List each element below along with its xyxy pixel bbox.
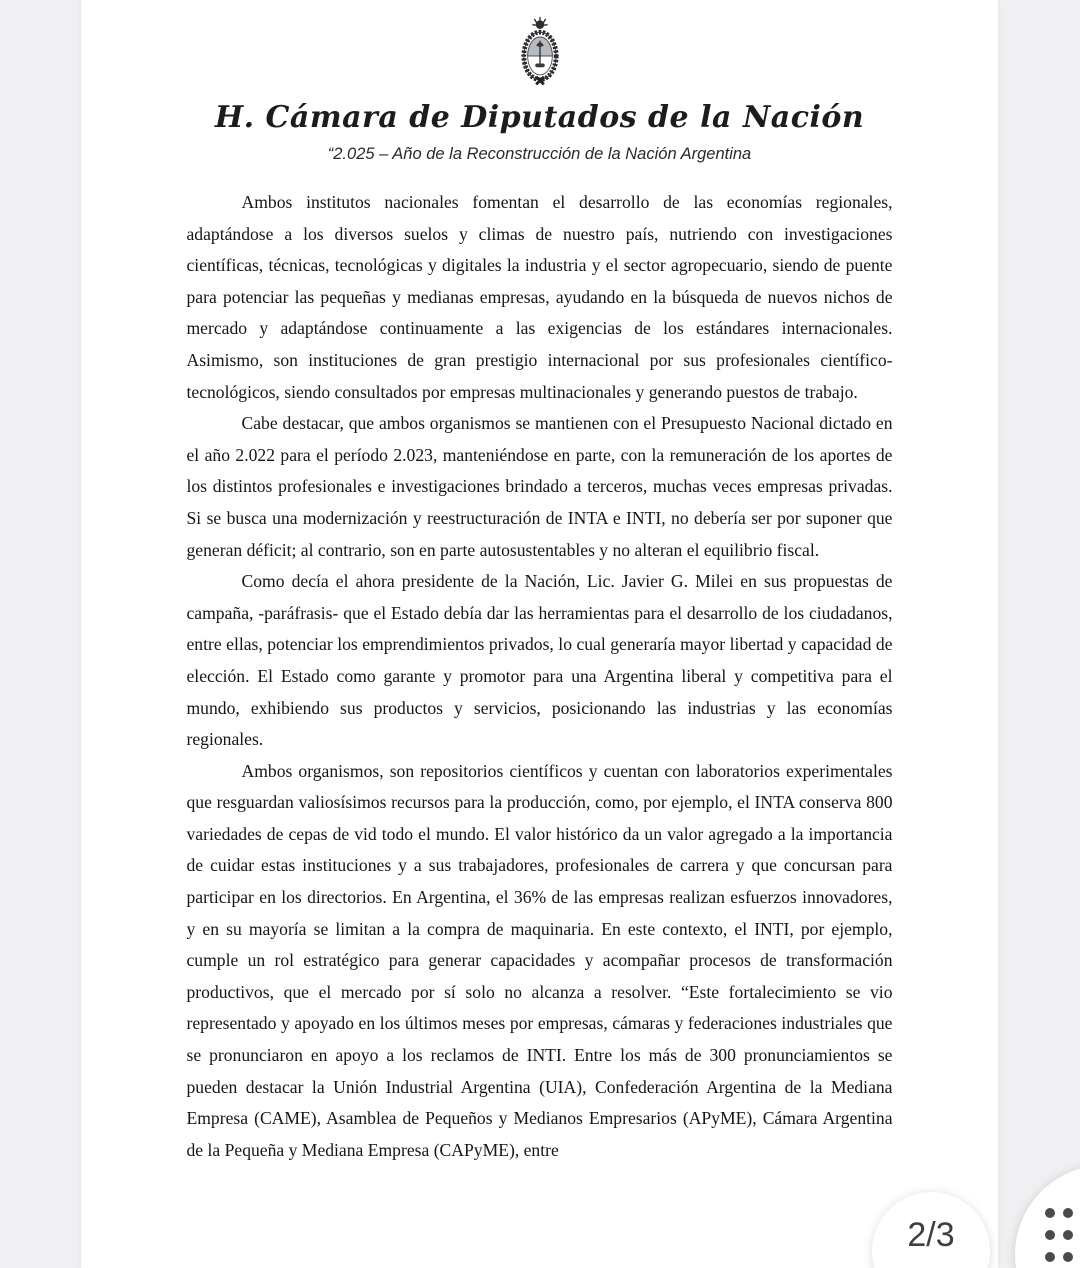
page-indicator-text: 2/3: [907, 1216, 955, 1254]
paragraph: Ambos institutos nacionales fomentan el desarrollo de las economías regionales, adaptándose a los diversos suelos y climas de nuestro país, nutriendo con investigaciones científicas, técnicas, tecnológicas y digitales la industria y el sector agropecuario, siendo de puente para potenciar las pequeñas y medianas empresas, ayudando en la búsqueda de nuevos nichos de mercado y adaptándose continuamente a las exigencias de los estándares internacionales. Asimismo, son instituciones de gran prestigio internacional por sus profesionales científico- tecnológicos, siendo consultados por empresas multinacionales y generando puestos de trabajo.: [186, 192, 893, 402]
grid-dots-icon: [1045, 1208, 1073, 1262]
paragraph: Cabe destacar, que ambos organismos se mantienen con el Presupuesto Nacional dictado en el año 2.022 para el período 2.023, manteniéndose en parte, con la remuneración de los aportes de los distintos profesionales e investigaciones brindado a terceros, muchas veces empresas privadas. Si se busca una modernización y reestructuración de INTA e INTI, no debería ser por suponer que generan déficit; al contrario, son en parte autosustentables y no alteran el equilibrio fiscal.: [186, 413, 893, 560]
grid-menu-button[interactable]: [1015, 1165, 1080, 1268]
document-header: [81, 16, 998, 164]
chamber-title: H. Cámara de Diputados de la Nación: [214, 100, 865, 135]
paragraph: Ambos organismos, son repositorios científicos y cuentan con laboratorios experimentales que resguardan valiosísimos recursos para la producción, como, por ejemplo, el INTA conserva 800 variedades de cepas de vid todo el mundo. El valor histórico da un valor agregado a la importancia de cuidar estas instituciones y a sus trabajadores, profesionales de carrera y que concursan para participar en los directorios. En Argentina, el 36% de las empresas realizan esfuerzos innovadores, y en su mayoría se limitan a la compra de maquinaria. En este contexto, el INTI, por ejemplo, cumple un rol estratégico para generar capacidades y acompañar procesos de transformación productivos, que el mercado por sí solo no alcanza a resolver. “Este fortalecimiento se vio representado y apoyado en los últimos meses por empresas, cámaras y federaciones industriales que se pronunciaron en apoyo a los reclamos de INTI. Entre los más de 300 pronunciamientos se pueden destacar la Unión Industrial Argentina (UIA), Confederación Argentina de la Mediana Empresa (CAME), Asamblea de Pequeños y Medianos Empresarios (APyME), Cámara Argentina de la Pequeña y Mediana Empresa (CAPyME), entre: [186, 760, 893, 1160]
paragraph: Como decía el ahora presidente de la Nación, Lic. Javier G. Milei en sus propuestas de campaña, -paráfrasis- que el Estado debía dar las herramientas para el desarrollo de los ciudadanos, entre ellas, potenciar los emprendimientos privados, lo cual generaría mayor libertad y capacidad de elección. El Estado como garante y promotor para una Argentina liberal y competitiva para el mundo, exhibiendo sus productos y servicios, posicionando las industrias y las economías regionales.: [186, 571, 893, 750]
document-page[interactable]: [81, 0, 998, 1268]
year-motto-subtitle: “2.025 – Año de la Reconstrucción de la Nación Argentina: [327, 145, 752, 163]
document-body: [187, 187, 893, 1166]
argentina-coat-of-arms-icon: [511, 16, 569, 92]
